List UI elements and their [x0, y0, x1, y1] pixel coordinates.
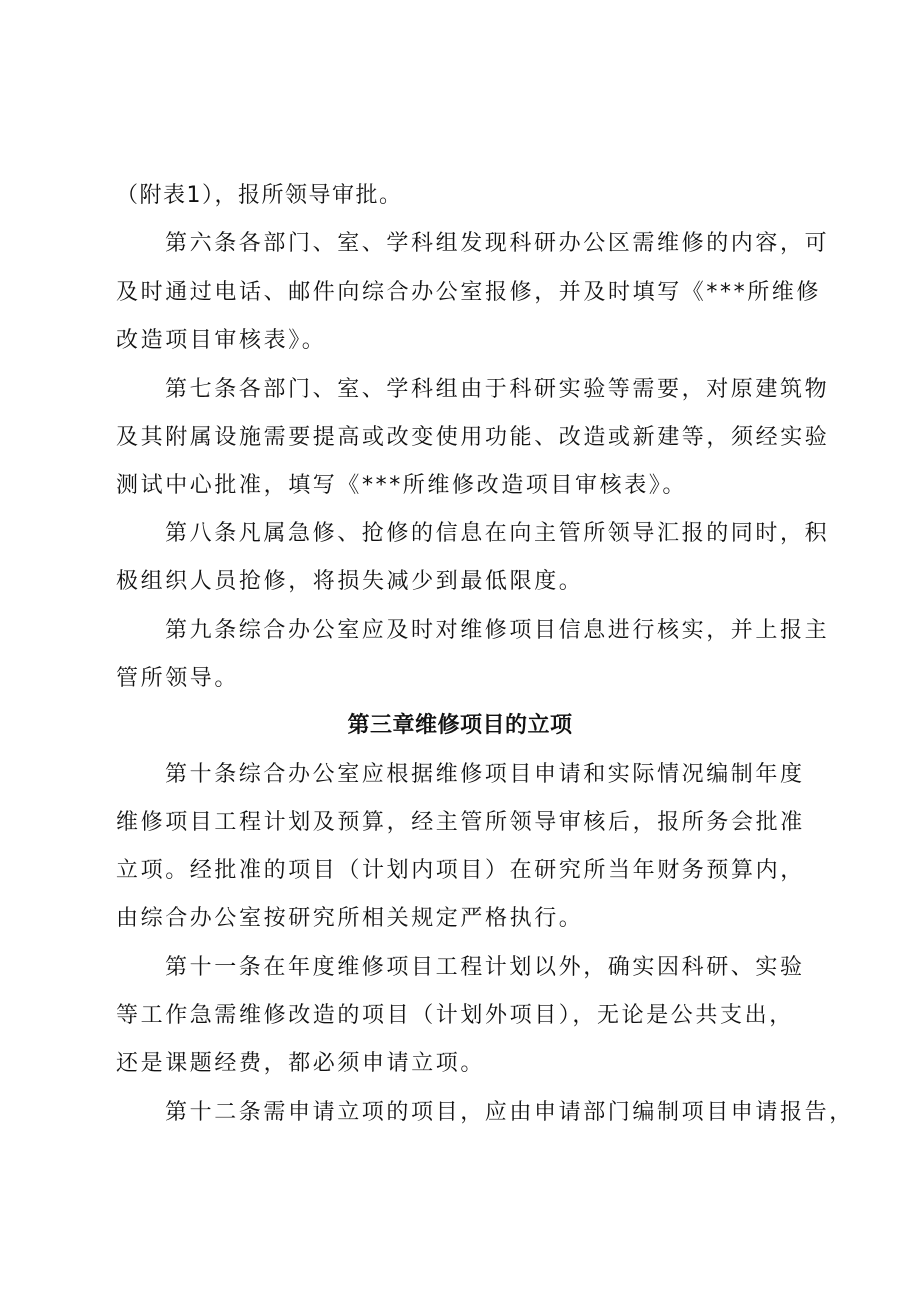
article-11-line-1: 第十一条在年度维修项目工程计划以外，确实因科研、实验 — [165, 955, 805, 980]
article-9-line-2: 管所领导。 — [116, 666, 240, 691]
article-9-line-1: 第九条综合办公室应及时对维修项目信息进行核实，并上报主 — [165, 618, 830, 643]
text-line-1: （附表1），报所领导审批。 — [116, 183, 403, 208]
article-7-line-2: 及其附属设施需要提高或改变使用功能、改造或新建等，须经实验 — [116, 425, 830, 450]
article-11-line-3: 还是课题经费，都必须申请立项。 — [116, 1051, 486, 1076]
article-7-line-3: 测试中心批准，填写《***所维修改造项目审核表》。 — [116, 473, 688, 498]
article-12-line-1: 第十二条需申请立项的项目，应由申请部门编制项目申请报告， — [165, 1100, 854, 1125]
article-6-line-2: 及时通过电话、邮件向综合办公室报修，并及时填写《***所维修 — [116, 280, 822, 305]
chapter-3-heading: 第三章维修项目的立项 — [347, 713, 573, 738]
article-10-line-2: 维修项目工程计划及预算，经主管所领导审核后，报所务会批准 — [116, 810, 805, 835]
article-10-line-3: 立项。经批准的项目（计划内项目）在研究所当年财务预算内， — [116, 858, 805, 883]
article-7-line-1: 第七条各部门、室、学科组由于科研实验等需要，对原建筑物 — [165, 377, 830, 402]
article-8-line-2: 极组织人员抢修，将损失减少到最低限度。 — [116, 569, 584, 594]
article-8-line-1: 第八条凡属急修、抢修的信息在向主管所领导汇报的同时，积 — [165, 521, 830, 546]
article-11-line-2: 等工作急需维修改造的项目（计划外项目），无论是公共支出， — [116, 1003, 794, 1028]
article-10-line-4: 由综合办公室按研究所相关规定严格执行。 — [116, 906, 584, 931]
article-6-line-3: 改造项目审核表》。 — [116, 328, 327, 353]
article-10-line-1: 第十条综合办公室应根据维修项目申请和实际情况编制年度 — [165, 762, 805, 787]
article-6-line-1: 第六条各部门、室、学科组发现科研办公区需维修的内容，可 — [165, 231, 830, 256]
